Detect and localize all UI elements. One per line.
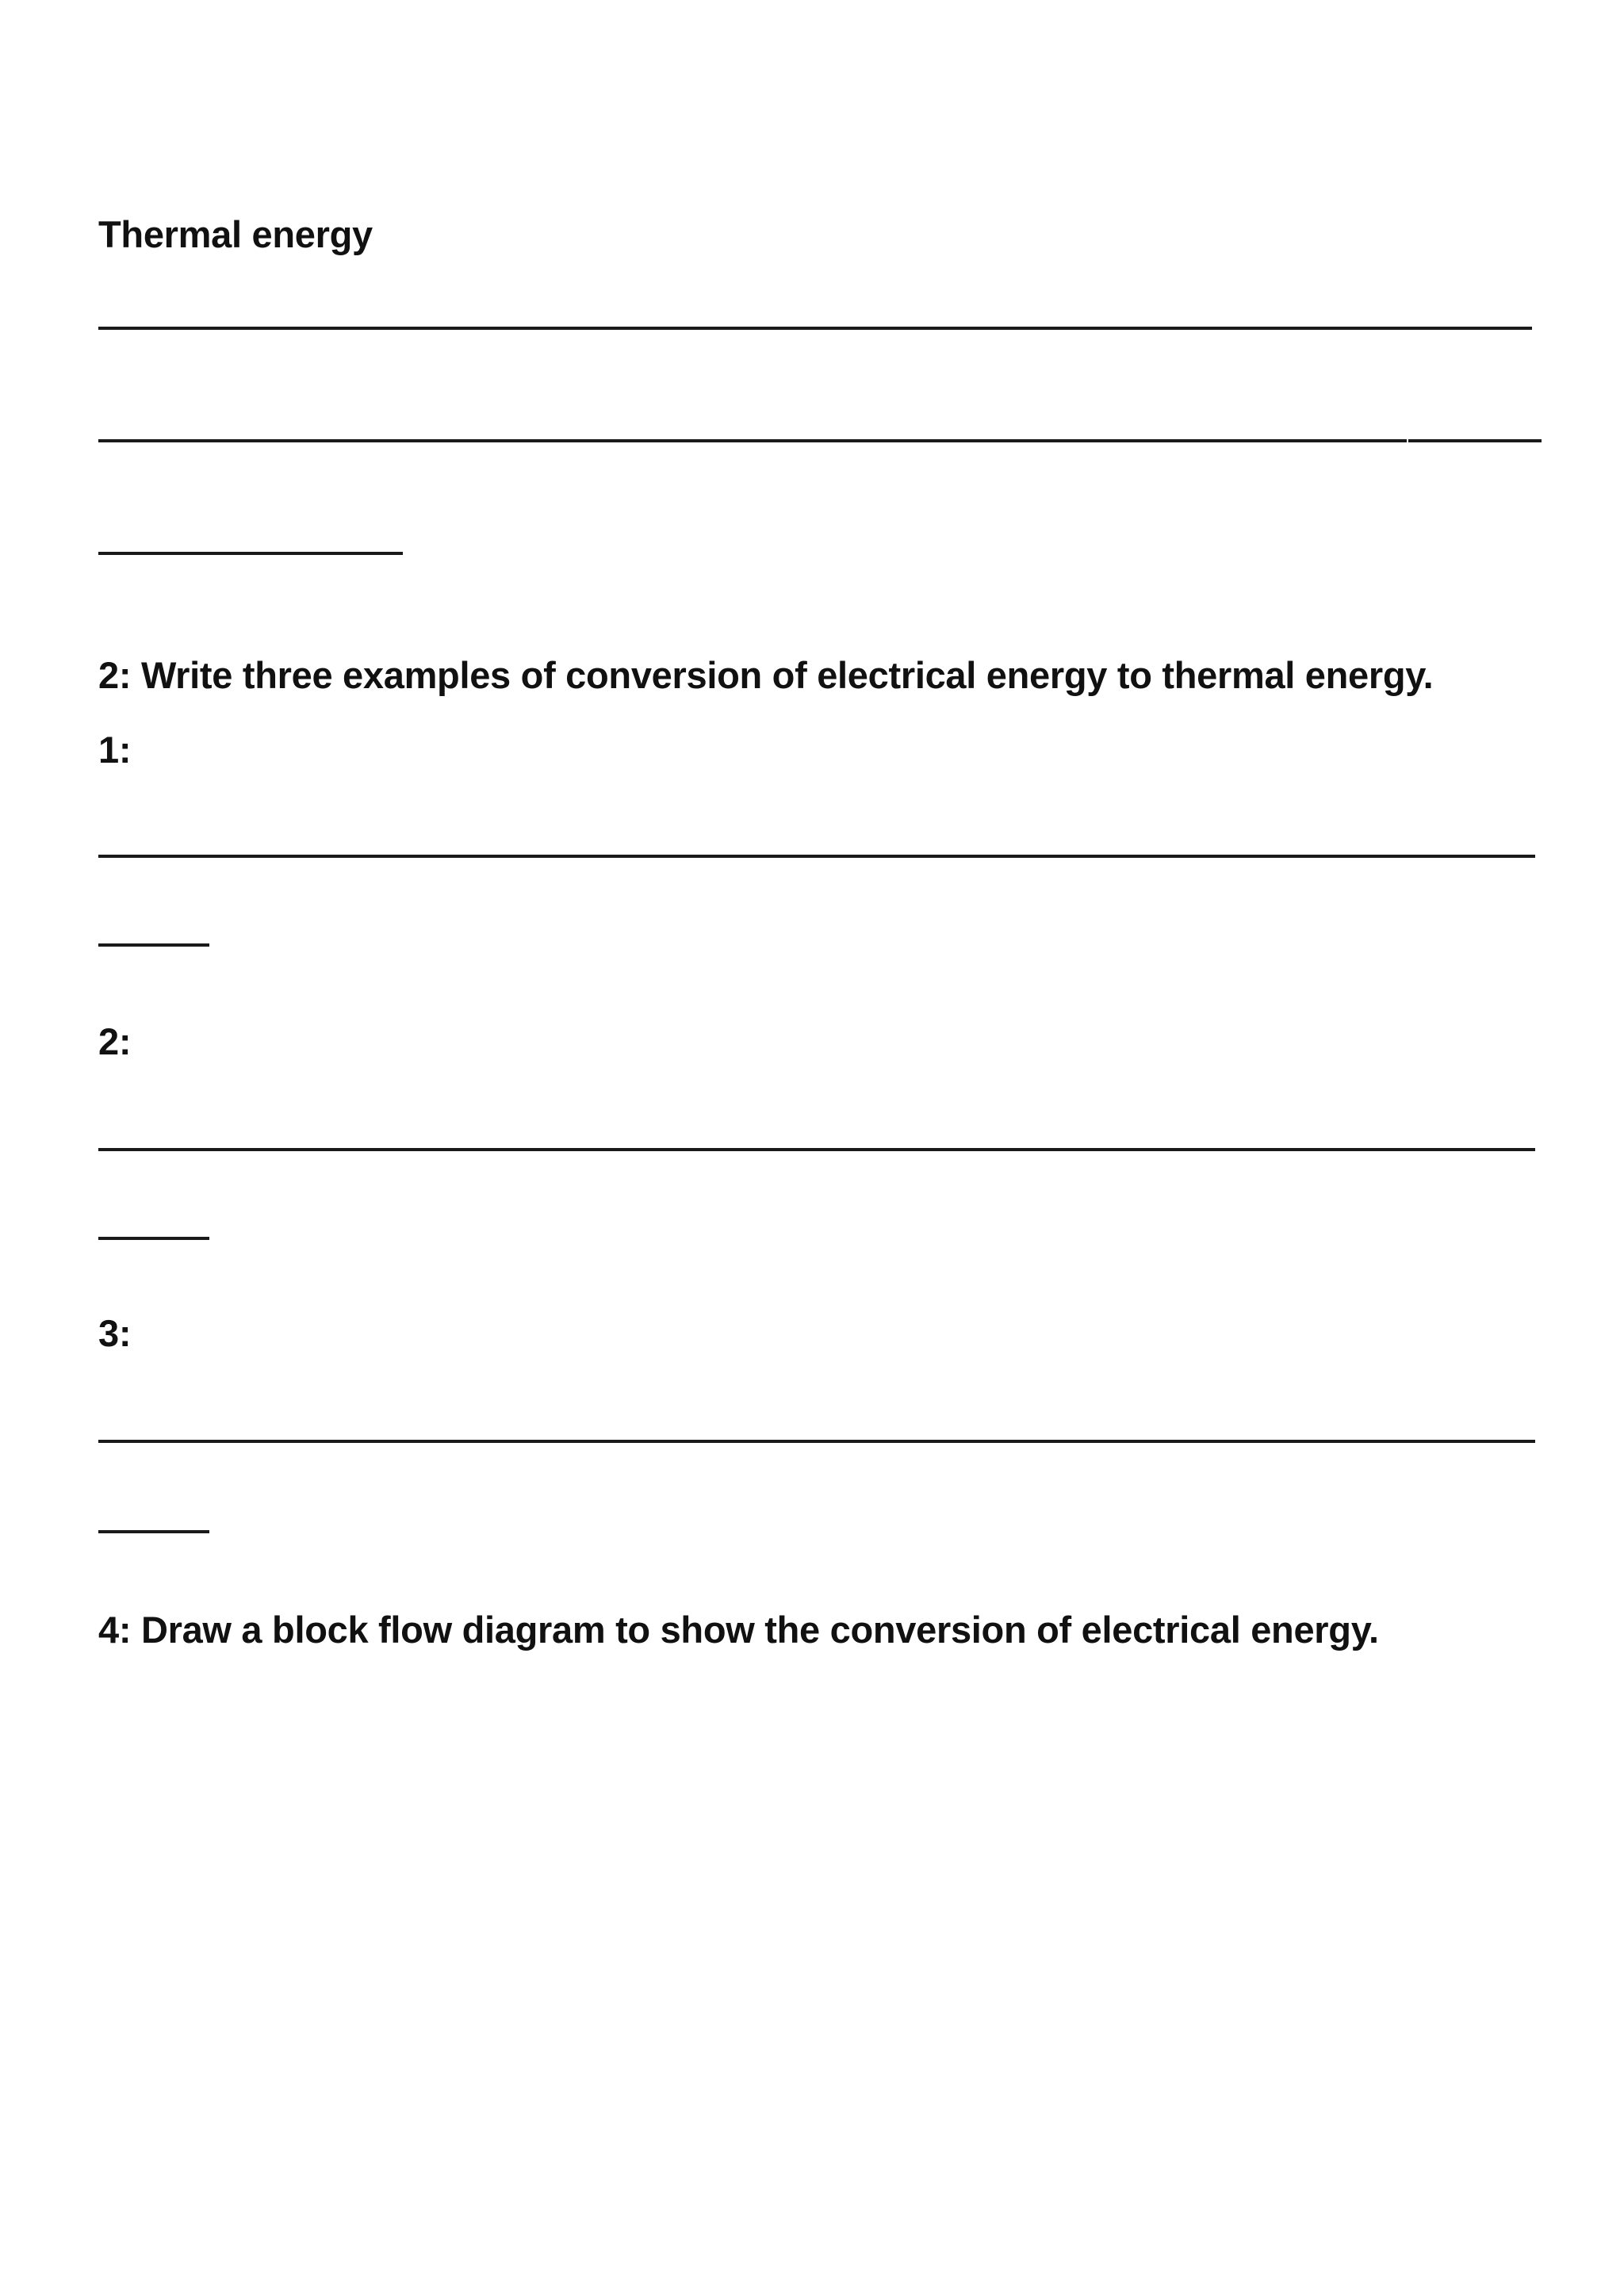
question-4: 4: Draw a block flow diagram to show the conversion of electrical energy. [98,1609,1379,1651]
answer-1-line-stub[interactable] [98,943,209,947]
answer-1-label: 1: [98,729,132,771]
thermal-energy-heading: Thermal energy [98,213,373,255]
answer-line-extension [1408,439,1542,442]
diagram-drawing-area[interactable] [98,1681,1535,2236]
answer-line-short[interactable] [98,552,403,555]
answer-2-label: 2: [98,1020,132,1062]
answer-3-line[interactable] [98,1440,1535,1443]
answer-line[interactable] [98,327,1532,330]
answer-2-line-stub[interactable] [98,1237,209,1240]
answer-3-label: 3: [98,1312,132,1354]
answer-line[interactable] [98,439,1407,442]
answer-2-line[interactable] [98,1148,1535,1151]
answer-3-line-stub[interactable] [98,1530,209,1533]
question-2: 2: Write three examples of conversion of electrical energy to thermal energy. [98,654,1434,696]
answer-1-line[interactable] [98,855,1535,858]
